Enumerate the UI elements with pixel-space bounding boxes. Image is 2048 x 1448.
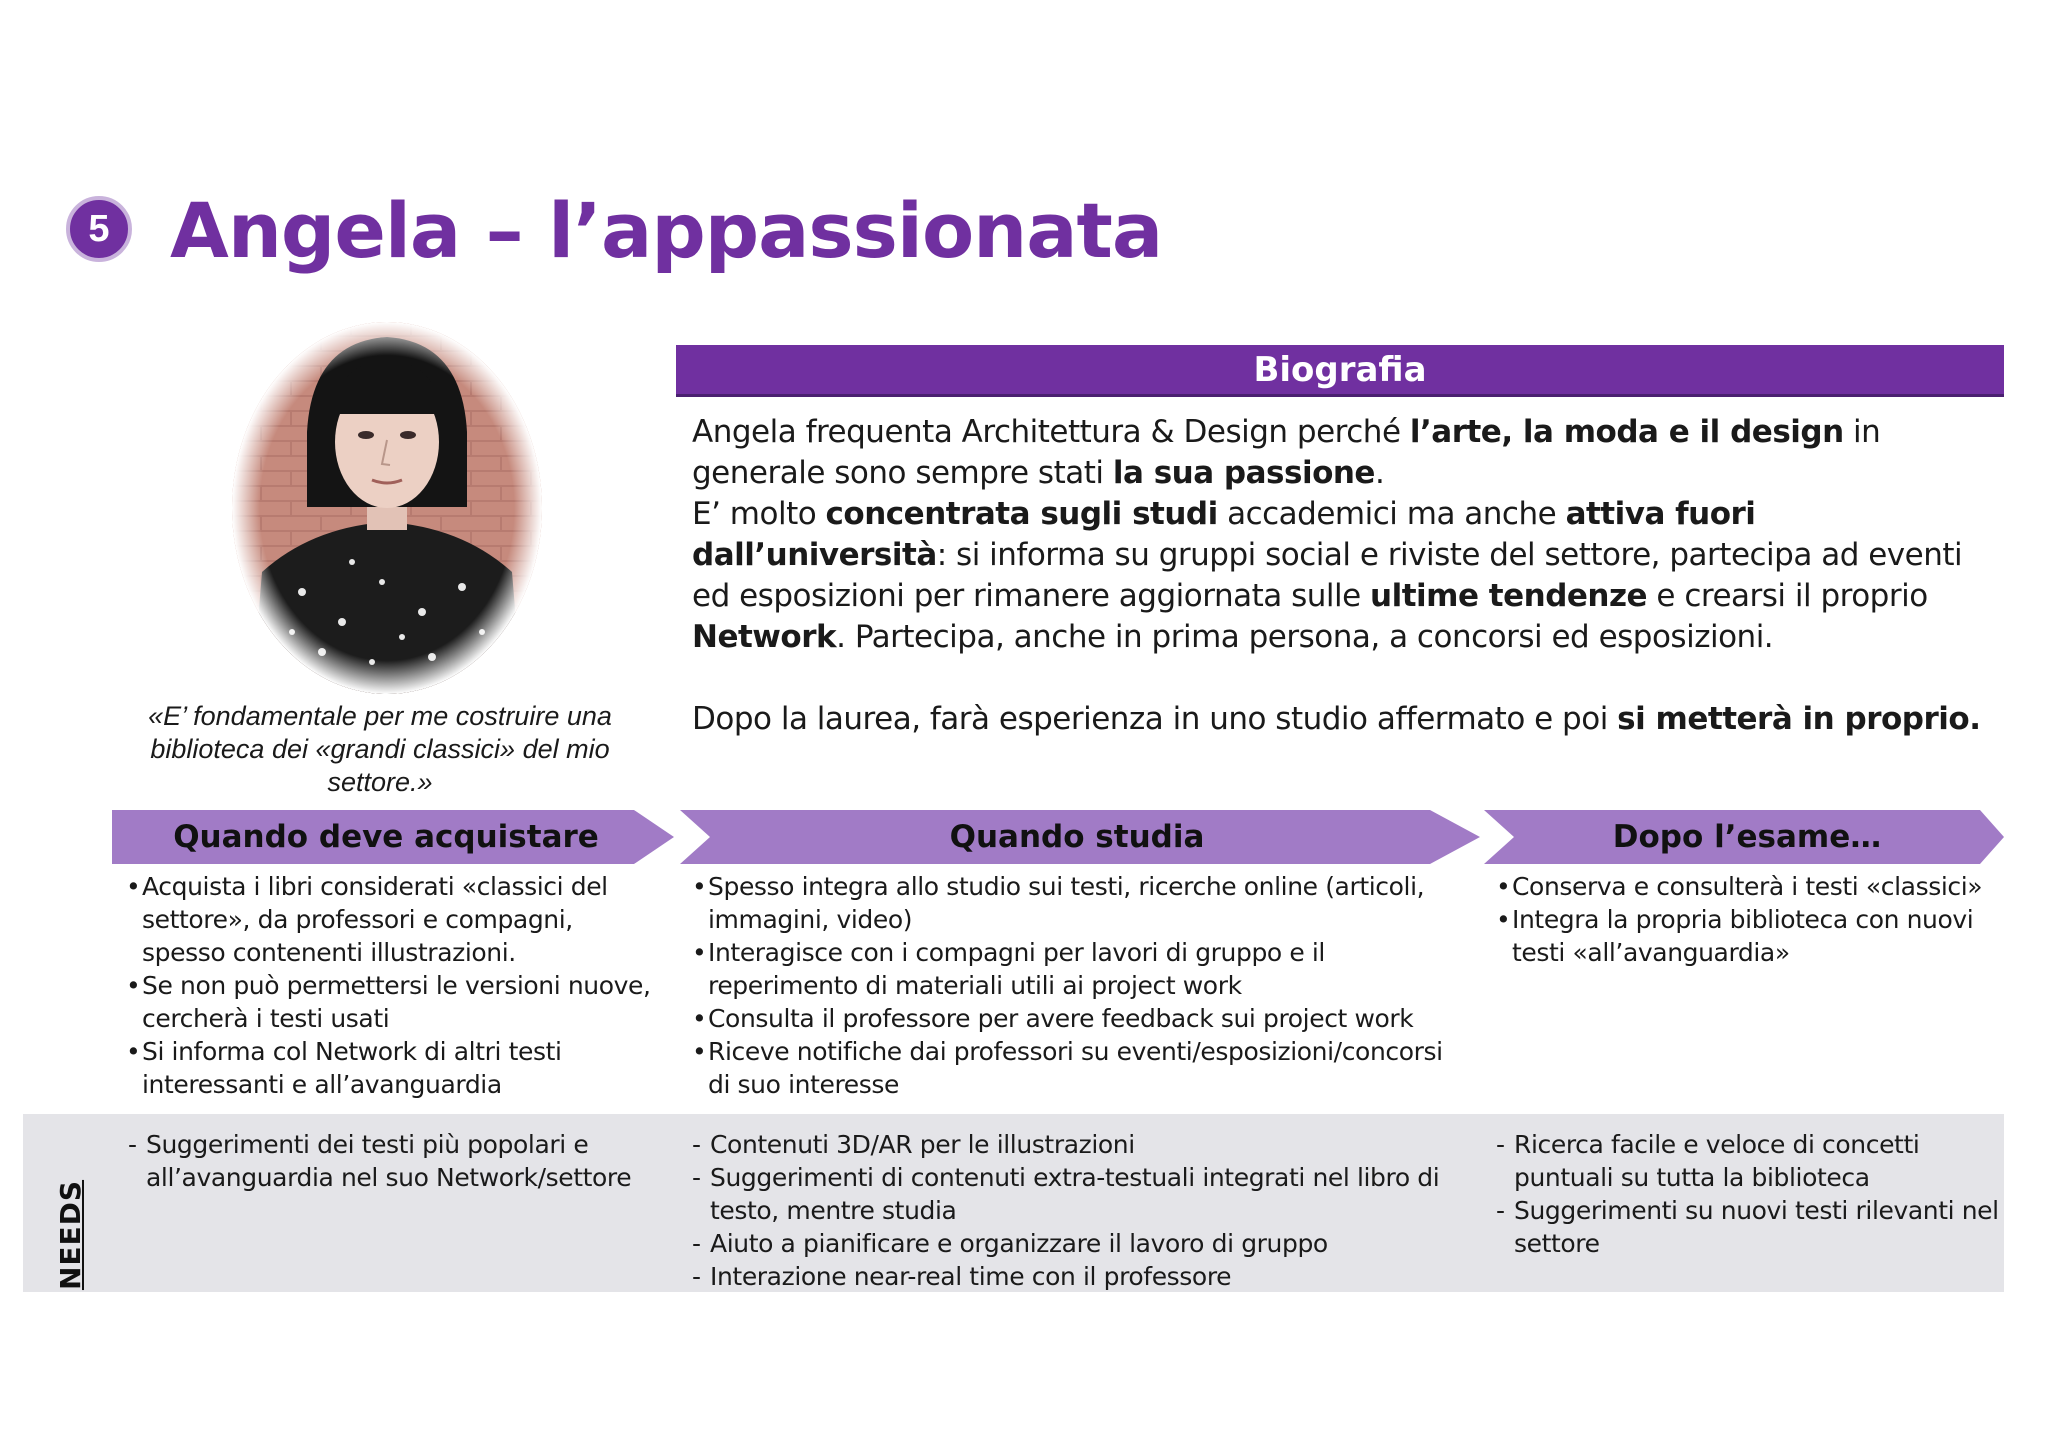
- phase-label-studia: Quando studia: [949, 819, 1205, 855]
- list-item: - Interazione near-real time con il professore: [692, 1260, 1452, 1293]
- list-item: • Consulta il professore per avere feedback sui project work: [692, 1002, 1472, 1035]
- list-item: - Suggerimenti di contenuti extra-testuali integrati nel libro di testo, mentre studia: [692, 1161, 1452, 1227]
- list-item: • Integra la propria biblioteca con nuovi testi «all’avanguardia»: [1496, 903, 1996, 969]
- list-item: • Conserva e consulterà i testi «classici»: [1496, 870, 1996, 903]
- phase-list-studia: [692, 870, 1472, 1101]
- list-item: - Contenuti 3D/AR per le illustrazioni: [692, 1128, 1452, 1161]
- phase-label-acquistare: Quando deve acquistare: [173, 819, 599, 855]
- list-item: • Acquista i libri considerati «classici del settore», da professori e compagni, spesso contenenti illustrazioni.: [126, 870, 656, 969]
- biography-paragraph: E’ molto concentrata sugli studi accademici ma anche attiva fuori dall’università: si informa su gruppi social e riviste del settore, partecipa ad eventi ed esposizioni per rimanere aggiornata sulle ultime tendenze e crearsi il proprio Network. Partecipa, anche in prima persona, a concorsi ed esposizioni.: [692, 496, 1963, 655]
- person-portrait-icon: [232, 322, 542, 694]
- list-item: • Se non può permettersi le versioni nuove, cercherà i testi usati: [126, 969, 656, 1035]
- phase-list-acquistare: [126, 870, 656, 1101]
- step-number-badge: 5: [66, 196, 132, 262]
- phase-chevrons: [112, 810, 2004, 864]
- biography-paragraph: Angela frequenta Architettura & Design perché l’arte, la moda e il design in generale sono sempre stati la sua passione.: [692, 414, 1881, 491]
- list-item: - Ricerca facile e veloce di concetti puntuali su tutta la biblioteca: [1496, 1128, 2001, 1194]
- list-item: • Spesso integra allo studio sui testi, ricerche online (articoli, immagini, video): [692, 870, 1472, 936]
- phase-label-dopo-esame: Dopo l’esame…: [1612, 819, 1882, 855]
- persona-quote: «E’ fondamentale per me costruire una biblioteca dei «grandi classici» del mio settore.»: [148, 701, 612, 797]
- needs-list-studia: [692, 1128, 1452, 1293]
- list-item: • Riceve notifiche dai professori su eventi/esposizioni/concorsi di suo interesse: [692, 1035, 1472, 1101]
- biography-text: [692, 412, 2004, 740]
- biography-paragraph: Dopo la laurea, farà esperienza in uno studio affermato e poi si metterà in proprio.: [692, 701, 1981, 737]
- list-item: • Interagisce con i compagni per lavori di gruppo e il reperimento di materiali utili ai project work: [692, 936, 1472, 1002]
- list-item: • Si informa col Network di altri testi interessanti e all’avanguardia: [126, 1035, 656, 1101]
- phase-list-dopo-esame: [1496, 870, 1996, 969]
- list-item: - Suggerimenti dei testi più popolari e all’avanguardia nel suo Network/settore: [128, 1128, 648, 1194]
- needs-label: NEEDS: [53, 1179, 87, 1291]
- needs-list-acquistare: [128, 1128, 648, 1194]
- biography-heading: Biografia: [676, 345, 2004, 397]
- needs-list-dopo-esame: [1496, 1128, 2001, 1260]
- list-item: - Suggerimenti su nuovi testi rilevanti nel settore: [1496, 1194, 2001, 1260]
- list-item: - Aiuto a pianificare e organizzare il lavoro di gruppo: [692, 1227, 1452, 1260]
- page-title: Angela – l’appassionata: [170, 186, 1163, 275]
